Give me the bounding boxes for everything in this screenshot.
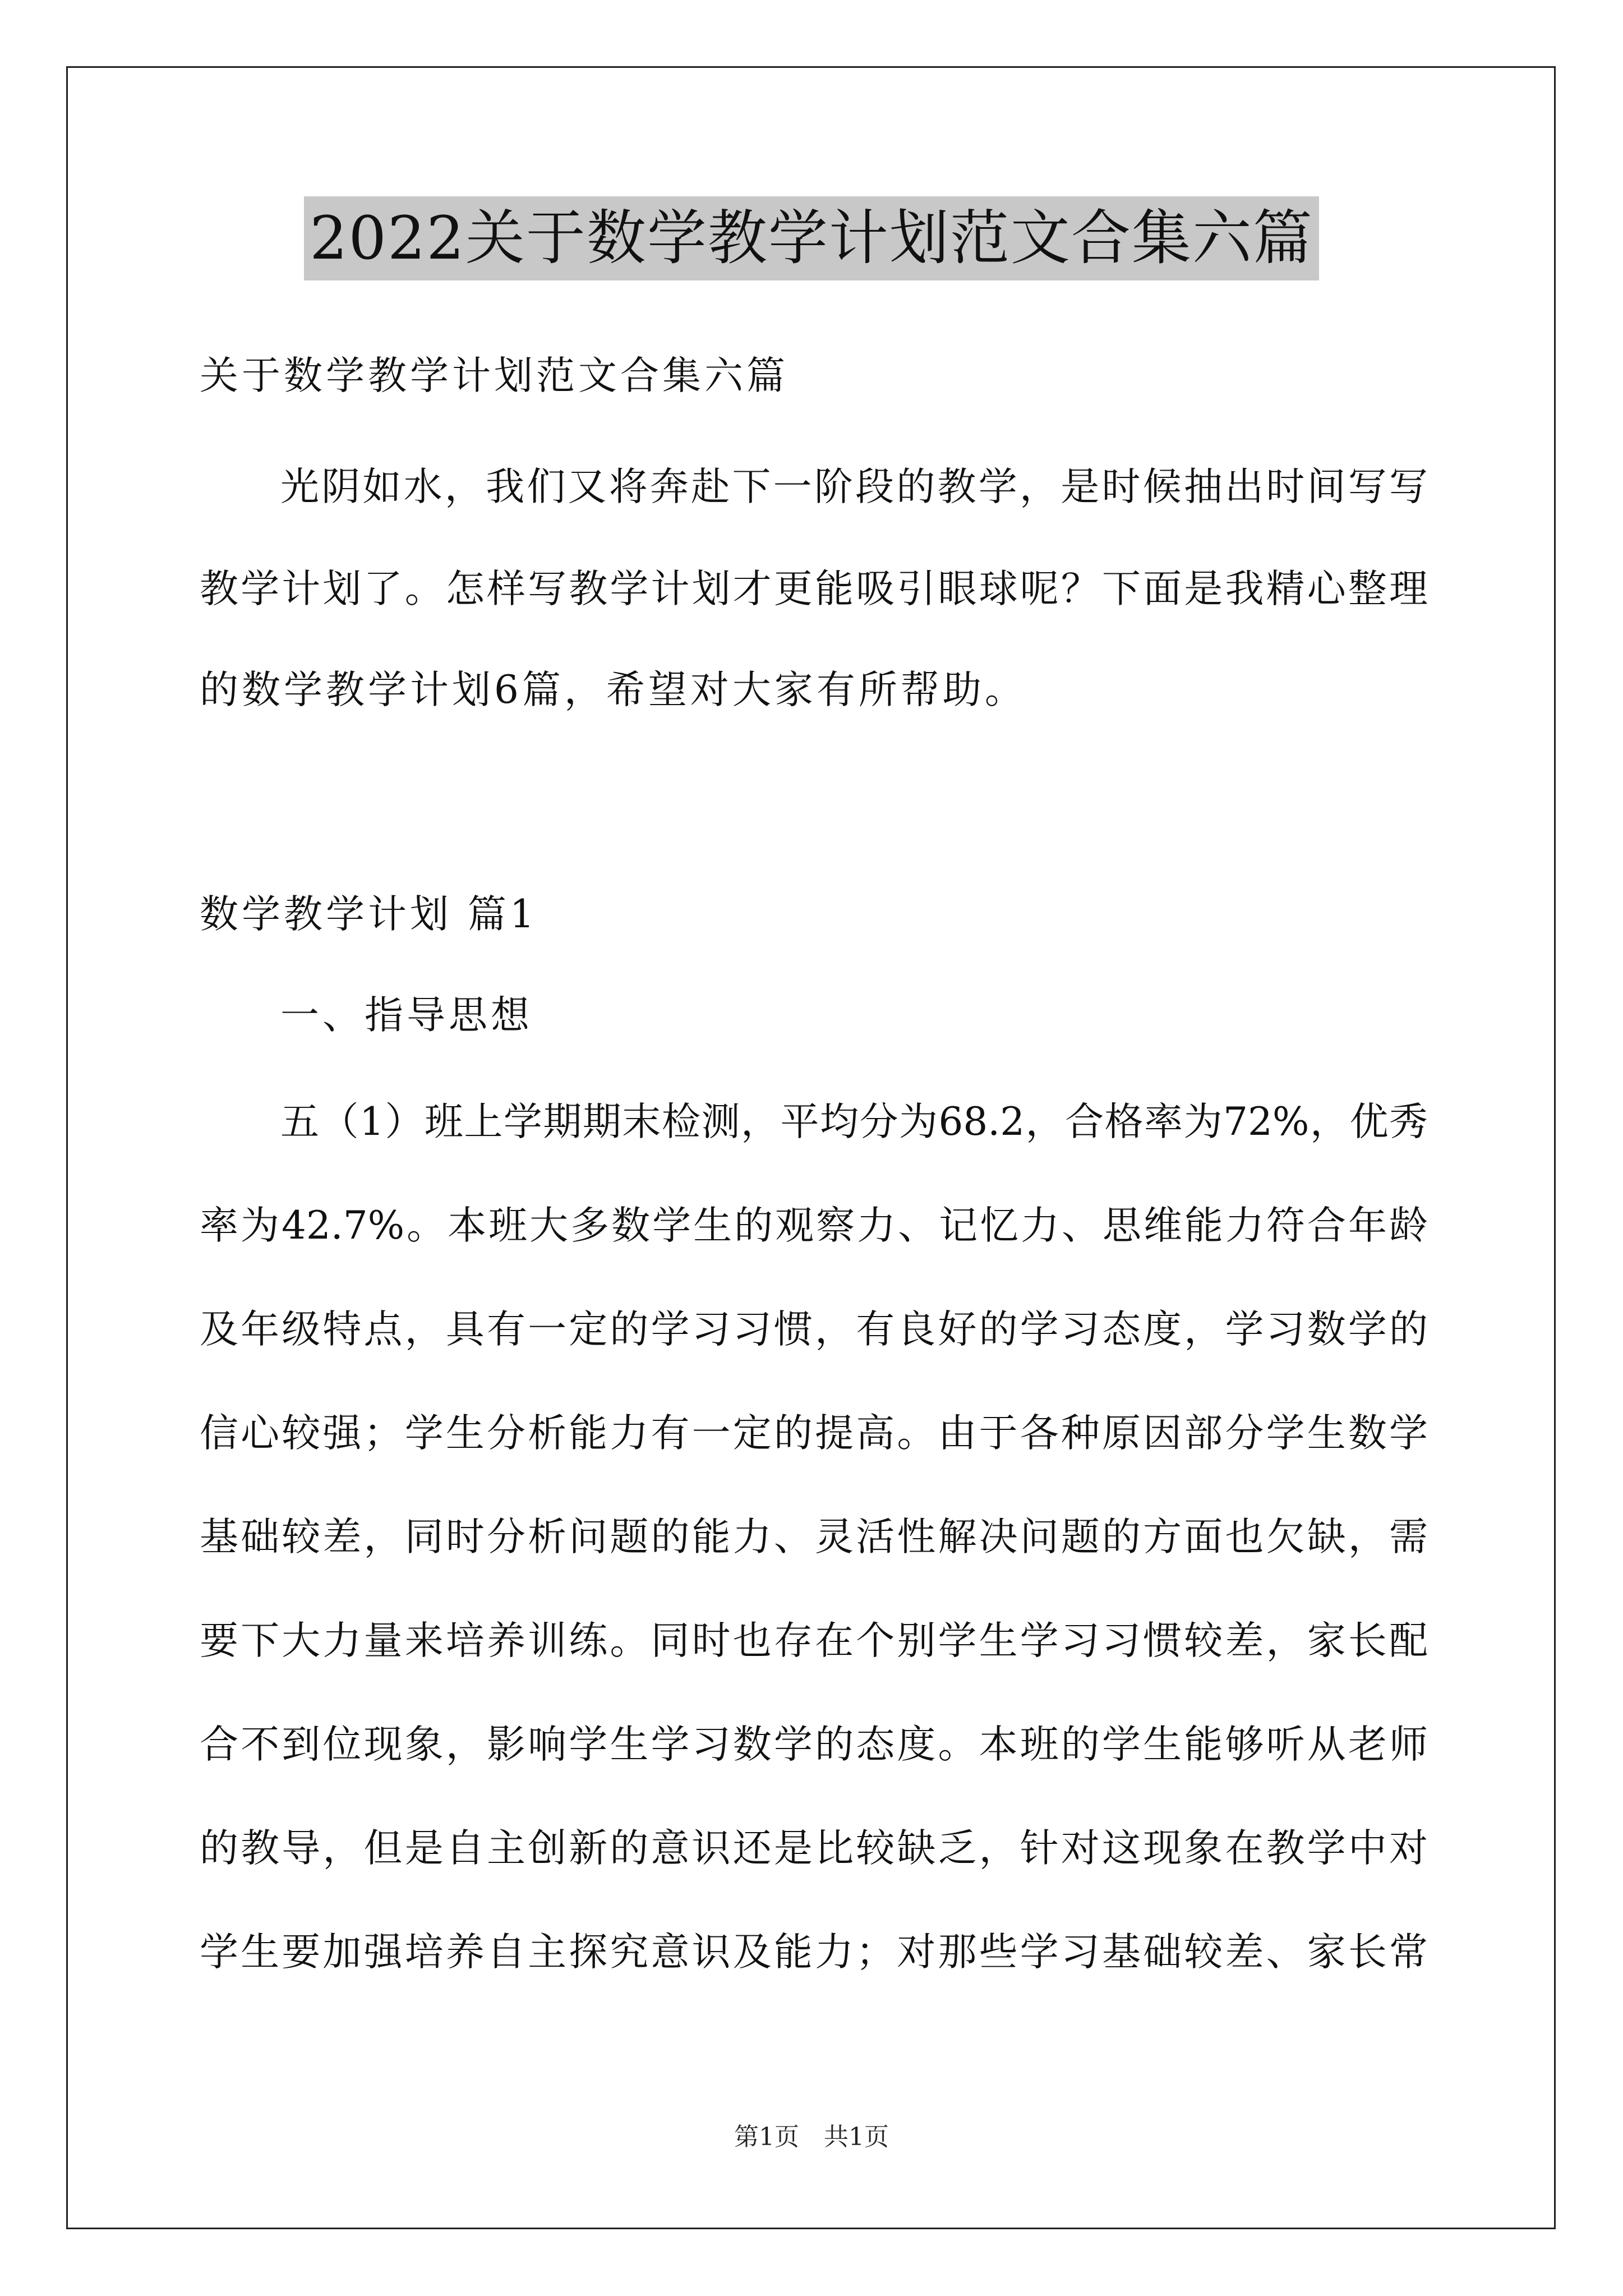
intro-line-1: 光阴如水，我们又将奔赴下一阶段的教学，是时候抽出时间写写 <box>280 464 1428 509</box>
section-heading: 数学教学计划 篇1 <box>200 892 538 937</box>
subsection-heading: 一、指导思想 <box>280 993 533 1038</box>
body-line-2: 率为42.7%。本班大多数学生的观察力、记忆力、思维能力符合年龄 <box>200 1203 1428 1248</box>
intro-line-2: 教学计划了。怎样写教学计划才更能吸引眼球呢？下面是我精心整理 <box>200 567 1428 611</box>
body-line-1: 五（1）班上学期期末检测，平均分为68.2，合格率为72%，优秀 <box>280 1099 1428 1144</box>
body-line-9: 学生要加强培养自主探究意识及能力；对那些学习基础较差、家长常 <box>200 1930 1428 1975</box>
page-footer: 第1页 共1页 <box>734 2123 889 2151</box>
body-line-4: 信心较强；学生分析能力有一定的提高。由于各种原因部分学生数学 <box>200 1411 1428 1456</box>
intro-line-3: 的数学教学计划6篇，希望对大家有所帮助。 <box>200 668 1027 712</box>
body-line-8: 的教导，但是自主创新的意识还是比较缺乏，针对这现象在教学中对 <box>200 1826 1428 1871</box>
body-line-7: 合不到位现象，影响学生学习数学的态度。本班的学生能够听从老师 <box>200 1722 1428 1767</box>
body-line-5: 基础较差，同时分析问题的能力、灵活性解决问题的方面也欠缺，需 <box>200 1515 1428 1559</box>
document-title: 2022关于数学教学计划范文合集六篇 <box>304 196 1319 280</box>
title-container <box>0 196 1623 280</box>
body-line-6: 要下大力量来培养训练。同时也存在个别学生学习习惯较差，家长配 <box>200 1618 1428 1663</box>
document-subtitle: 关于数学教学计划范文合集六篇 <box>200 353 789 398</box>
body-line-3: 及年级特点，具有一定的学习习惯，有良好的学习态度，学习数学的 <box>200 1307 1428 1352</box>
